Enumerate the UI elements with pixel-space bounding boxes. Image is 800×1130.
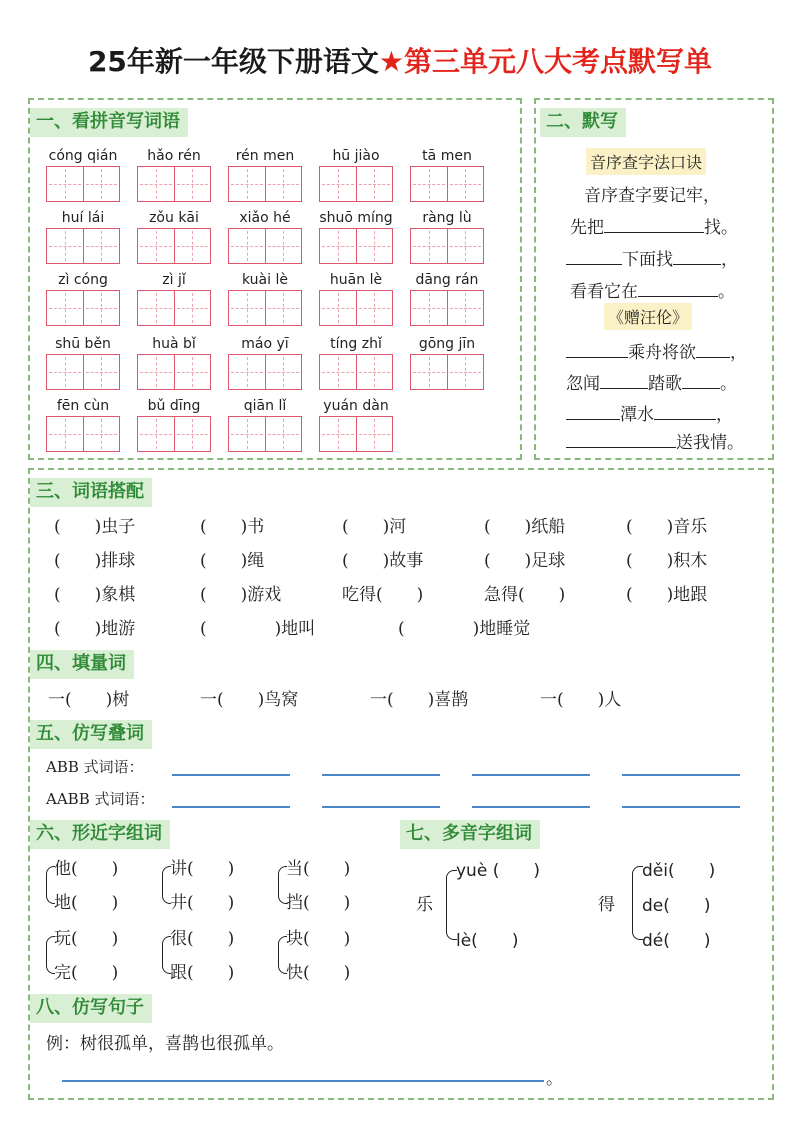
measure-item: 一( )喜鹊 xyxy=(370,690,469,710)
title-grade: 25年新一年级下册语文 xyxy=(87,45,379,78)
mnemonic-line-4b: 。 xyxy=(718,282,735,302)
writing-cells xyxy=(228,416,302,452)
writing-cells xyxy=(137,290,211,326)
writing-cell[interactable] xyxy=(229,291,265,325)
writing-cells xyxy=(410,166,484,202)
poem-line-2a: 忽闻 xyxy=(566,374,600,394)
section-8-label: 八、仿写句子 xyxy=(30,994,152,1023)
blank[interactable] xyxy=(682,374,720,389)
writing-cells xyxy=(410,354,484,390)
pinyin-text: tā men xyxy=(422,148,472,164)
match-item: ( )游戏 xyxy=(200,585,282,605)
writing-cell[interactable] xyxy=(356,355,393,389)
pinyin-text: dāng rán xyxy=(415,272,479,288)
similar-char-item: 很( ) xyxy=(170,929,235,949)
writing-cell[interactable] xyxy=(83,355,120,389)
writing-cell[interactable] xyxy=(174,229,211,263)
polyphone-item: lè( ) xyxy=(456,931,519,951)
poem-title: 《赠汪伦》 xyxy=(604,303,692,330)
pinyin-row xyxy=(46,208,484,264)
pinyin-text: fēn cùn xyxy=(56,398,110,414)
writing-cell[interactable] xyxy=(320,417,356,451)
writing-cell[interactable] xyxy=(265,417,302,451)
writing-cell[interactable] xyxy=(47,229,83,263)
section-5-label: 五、仿写叠词 xyxy=(30,720,152,749)
similar-char-item: 快( ) xyxy=(286,963,351,983)
pinyin-word xyxy=(228,334,302,390)
pinyin-text: zì cóng xyxy=(58,272,108,288)
blank[interactable] xyxy=(673,250,721,265)
writing-cell[interactable] xyxy=(356,167,393,201)
writing-cells xyxy=(46,416,120,452)
pinyin-word xyxy=(46,146,120,202)
writing-cell[interactable] xyxy=(229,417,265,451)
writing-cells xyxy=(228,228,302,264)
writing-cell[interactable] xyxy=(447,355,484,389)
writing-cells xyxy=(46,166,120,202)
match-item: ( )书 xyxy=(200,517,265,537)
writing-cell[interactable] xyxy=(174,167,211,201)
writing-cell[interactable] xyxy=(47,167,83,201)
pinyin-text: rén men xyxy=(235,148,295,164)
writing-cells xyxy=(228,166,302,202)
answer-line[interactable] xyxy=(622,774,740,776)
writing-cell[interactable] xyxy=(447,167,484,201)
writing-cell[interactable] xyxy=(83,167,120,201)
writing-cells xyxy=(319,416,393,452)
match-item: 急得( ) xyxy=(484,585,566,605)
pinyin-word xyxy=(228,146,302,202)
blank[interactable] xyxy=(604,218,704,233)
pinyin-text: qiān lǐ xyxy=(243,398,287,414)
writing-cells xyxy=(46,228,120,264)
writing-cell[interactable] xyxy=(138,355,174,389)
match-item: ( )故事 xyxy=(342,551,424,571)
match-item: ( )地睡觉 xyxy=(398,619,531,639)
pinyin-text: huà bǐ xyxy=(152,336,196,352)
mnemonic-title: 音序查字法口诀 xyxy=(586,148,706,175)
pinyin-text: zì jǐ xyxy=(162,272,186,288)
measure-item: 一( )树 xyxy=(48,690,130,710)
pinyin-word xyxy=(410,208,484,264)
pinyin-word xyxy=(46,270,120,326)
similar-char-item: 跟( ) xyxy=(170,963,235,983)
match-item: ( )象棋 xyxy=(54,585,136,605)
match-item: ( )绳 xyxy=(200,551,265,571)
blank[interactable] xyxy=(654,405,716,420)
pinyin-word xyxy=(410,146,484,202)
mnemonic-line-2 xyxy=(570,213,738,238)
writing-cell[interactable] xyxy=(47,417,83,451)
pinyin-text: tíng zhǐ xyxy=(330,336,382,352)
mnemonic-line-2b: 找。 xyxy=(704,218,738,238)
match-item: ( )地跟 xyxy=(626,585,708,605)
similar-char-item: 块( ) xyxy=(286,929,351,949)
writing-cells xyxy=(46,290,120,326)
writing-cells xyxy=(137,354,211,390)
pinyin-word xyxy=(228,396,302,452)
writing-cell[interactable] xyxy=(47,355,83,389)
similar-char-item: 玩( ) xyxy=(54,929,119,949)
mnemonic-line-1: 音序查字要记牢， xyxy=(584,186,720,206)
pinyin-row xyxy=(46,396,393,452)
match-item: ( )足球 xyxy=(484,551,566,571)
example-sentence: 例：树很孤单，喜鹊也很孤单。 xyxy=(46,1034,284,1054)
section-4-label: 四、填量词 xyxy=(30,650,134,679)
pinyin-word xyxy=(410,270,484,326)
match-item: ( )地叫 xyxy=(200,619,316,639)
writing-cell[interactable] xyxy=(83,417,120,451)
writing-cell[interactable] xyxy=(356,229,393,263)
pinyin-text: kuài lè xyxy=(242,272,288,288)
answer-line[interactable] xyxy=(172,774,290,776)
writing-cell[interactable] xyxy=(138,291,174,325)
answer-line[interactable] xyxy=(472,774,590,776)
blank[interactable] xyxy=(600,374,648,389)
pinyin-word xyxy=(137,146,211,202)
pinyin-text: yuán dàn xyxy=(323,398,389,414)
pinyin-word xyxy=(319,208,393,264)
answer-line[interactable] xyxy=(322,806,440,808)
writing-cell[interactable] xyxy=(83,229,120,263)
writing-cell[interactable] xyxy=(265,355,302,389)
mnemonic-line-3-end: ， xyxy=(721,250,738,270)
sentence-end: 。 xyxy=(546,1069,563,1089)
answer-line[interactable] xyxy=(472,806,590,808)
section-7-label: 七、多音字组词 xyxy=(400,820,540,849)
abb-label: ABB 式词语： xyxy=(46,758,144,776)
polyphone-item: yuè ( ) xyxy=(456,861,540,881)
writing-cell[interactable] xyxy=(320,355,356,389)
writing-cells xyxy=(319,290,393,326)
title-unit: 第三单元八大考点默写单 xyxy=(404,45,713,78)
aabb-label: AABB 式词语： xyxy=(46,790,155,808)
pinyin-text: huān lè xyxy=(329,272,383,288)
writing-cells xyxy=(228,290,302,326)
similar-char-item: 当( ) xyxy=(286,859,351,879)
measure-item: 一( )鸟窝 xyxy=(200,690,299,710)
writing-cell[interactable] xyxy=(174,417,211,451)
blank[interactable] xyxy=(566,250,622,265)
blank[interactable] xyxy=(696,343,730,358)
writing-cells xyxy=(319,354,393,390)
writing-cell[interactable] xyxy=(138,167,174,201)
poem-line-2b: 踏歌 xyxy=(648,374,682,394)
blank[interactable] xyxy=(638,282,718,297)
poem-line-4-text: 送我情。 xyxy=(676,433,744,453)
pinyin-word xyxy=(228,270,302,326)
pinyin-text: shū běn xyxy=(55,336,111,352)
writing-cell[interactable] xyxy=(47,291,83,325)
poem-line-1 xyxy=(566,338,747,363)
pinyin-word xyxy=(46,208,120,264)
similar-char-item: 挡( ) xyxy=(286,893,351,913)
writing-cell[interactable] xyxy=(356,291,393,325)
writing-cell[interactable] xyxy=(265,229,302,263)
writing-cell[interactable] xyxy=(447,229,484,263)
pinyin-text: hǎo rén xyxy=(147,148,201,164)
polyphone-item: děi( ) xyxy=(642,861,716,881)
writing-cell[interactable] xyxy=(229,229,265,263)
writing-cells xyxy=(46,354,120,390)
pinyin-row xyxy=(46,334,484,390)
answer-line[interactable] xyxy=(322,774,440,776)
section-1-label: 一、看拼音写词语 xyxy=(30,108,188,137)
match-item: ( )地游 xyxy=(54,619,136,639)
writing-cell[interactable] xyxy=(411,167,447,201)
writing-cell[interactable] xyxy=(411,229,447,263)
writing-cell[interactable] xyxy=(174,291,211,325)
answer-line[interactable] xyxy=(172,806,290,808)
pinyin-word xyxy=(319,146,393,202)
similar-char-item: 地( ) xyxy=(54,893,119,913)
poem-line-1-end: ， xyxy=(730,343,747,363)
writing-cell[interactable] xyxy=(320,167,356,201)
match-item: ( )积木 xyxy=(626,551,708,571)
pinyin-text: bǔ dīng xyxy=(147,398,201,414)
similar-char-item: 讲( ) xyxy=(170,859,235,879)
writing-cell[interactable] xyxy=(265,167,302,201)
blank[interactable] xyxy=(566,433,676,448)
match-item: ( )河 xyxy=(342,517,407,537)
pinyin-word xyxy=(46,396,120,452)
match-item: ( )排球 xyxy=(54,551,136,571)
pinyin-text: huí lái xyxy=(61,210,105,226)
pinyin-row xyxy=(46,270,484,326)
writing-cells xyxy=(410,290,484,326)
pinyin-word xyxy=(410,334,484,390)
pinyin-text: ràng lù xyxy=(422,210,472,226)
section-2-label: 二、默写 xyxy=(540,108,626,137)
poem-line-2-end: 。 xyxy=(720,374,737,394)
similar-char-item: 完( ) xyxy=(54,963,119,983)
pinyin-word xyxy=(137,208,211,264)
writing-cell[interactable] xyxy=(138,417,174,451)
writing-cell[interactable] xyxy=(447,291,484,325)
writing-cell[interactable] xyxy=(411,291,447,325)
worksheet-title xyxy=(0,40,800,80)
blank[interactable] xyxy=(566,343,628,358)
mnemonic-line-3 xyxy=(566,245,738,270)
answer-line[interactable] xyxy=(622,806,740,808)
writing-cell[interactable] xyxy=(411,355,447,389)
pinyin-word xyxy=(137,396,211,452)
writing-cell[interactable] xyxy=(174,355,211,389)
writing-cells xyxy=(137,166,211,202)
writing-cells xyxy=(410,228,484,264)
section-3-label: 三、词语搭配 xyxy=(30,478,152,507)
match-item: ( )虫子 xyxy=(54,517,136,537)
blank[interactable] xyxy=(566,405,620,420)
writing-cell[interactable] xyxy=(356,417,393,451)
pinyin-text: zǒu kāi xyxy=(149,210,199,226)
polyphone-item: de( ) xyxy=(642,896,711,916)
writing-cell[interactable] xyxy=(320,229,356,263)
writing-cell[interactable] xyxy=(320,291,356,325)
writing-cell[interactable] xyxy=(138,229,174,263)
star-icon: ★ xyxy=(378,45,405,78)
mnemonic-line-4a: 看看它在 xyxy=(570,282,638,302)
writing-cell[interactable] xyxy=(229,355,265,389)
pinyin-word xyxy=(228,208,302,264)
polyphone-char-le: 乐 xyxy=(416,895,433,915)
pinyin-word xyxy=(46,334,120,390)
writing-cells xyxy=(137,228,211,264)
section-6-label: 六、形近字组词 xyxy=(30,820,170,849)
measure-item: 一( )人 xyxy=(540,690,622,710)
pinyin-text: gōng jīn xyxy=(418,336,476,352)
pinyin-text: xiǎo hé xyxy=(239,210,291,226)
writing-cell[interactable] xyxy=(229,167,265,201)
poem-line-3 xyxy=(566,400,733,425)
pinyin-word xyxy=(319,270,393,326)
writing-cells xyxy=(319,228,393,264)
mnemonic-line-4 xyxy=(570,277,735,302)
pinyin-row xyxy=(46,146,484,202)
pinyin-word xyxy=(137,334,211,390)
pinyin-word xyxy=(319,334,393,390)
writing-cells xyxy=(319,166,393,202)
polyphone-item: dé( ) xyxy=(642,931,711,951)
similar-char-item: 井( ) xyxy=(170,893,235,913)
polyphone-char-de: 得 xyxy=(598,895,615,915)
pinyin-word xyxy=(137,270,211,326)
writing-cell[interactable] xyxy=(265,291,302,325)
poem-line-3-end: ， xyxy=(716,405,733,425)
writing-cell[interactable] xyxy=(83,291,120,325)
mnemonic-line-3-text: 下面找 xyxy=(622,250,673,270)
pinyin-text: shuō míng xyxy=(319,210,393,226)
poem-line-4 xyxy=(566,428,744,453)
similar-char-item: 他( ) xyxy=(54,859,119,879)
poem-line-3-text: 潭水 xyxy=(620,405,654,425)
poem-line-2 xyxy=(566,369,737,394)
sentence-answer-line[interactable] xyxy=(62,1080,544,1082)
poem-line-1-text: 乘舟将欲 xyxy=(628,343,696,363)
writing-cells xyxy=(137,416,211,452)
pinyin-text: cóng qián xyxy=(48,148,118,164)
pinyin-word xyxy=(319,396,393,452)
writing-cells xyxy=(228,354,302,390)
match-item: ( )纸船 xyxy=(484,517,566,537)
pinyin-text: hū jiào xyxy=(332,148,380,164)
mnemonic-line-2a: 先把 xyxy=(570,218,604,238)
pinyin-text: máo yī xyxy=(241,336,289,352)
match-item: ( )音乐 xyxy=(626,517,708,537)
match-item: 吃得( ) xyxy=(342,585,424,605)
